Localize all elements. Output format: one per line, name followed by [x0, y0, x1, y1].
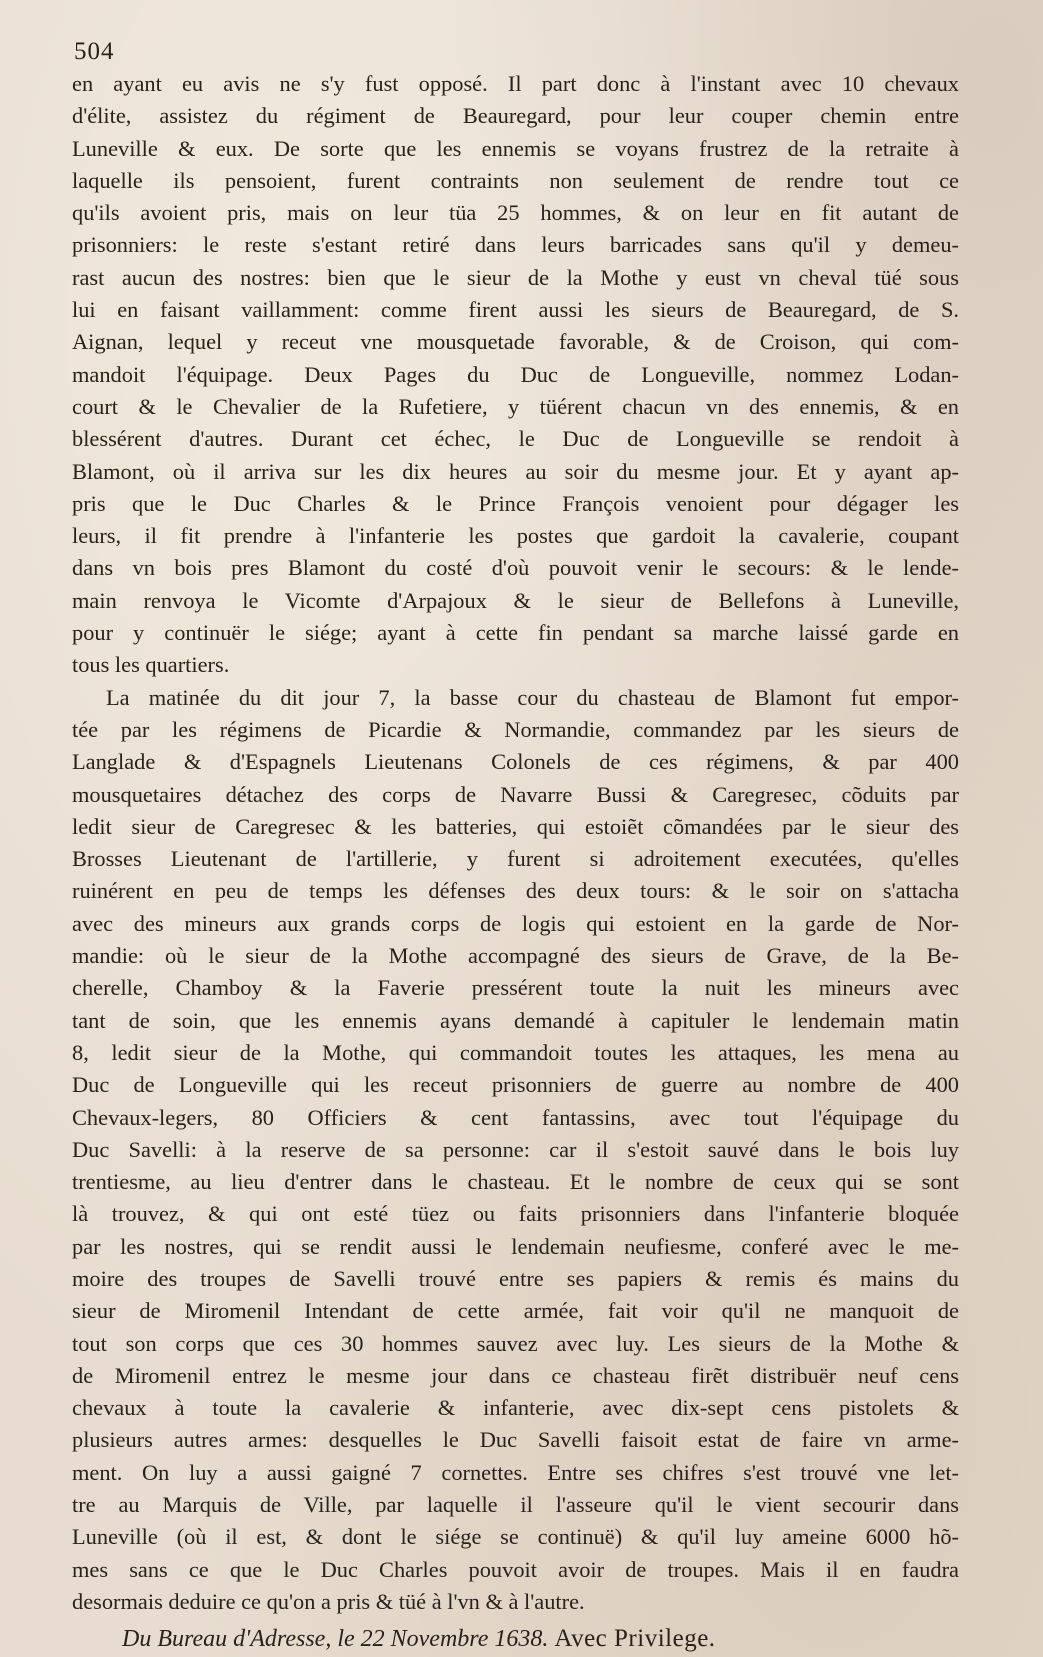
text-line: main renvoya le Vicomte d'Arpajoux & le sieur de Bellefons à Luneville,	[72, 587, 959, 613]
text-line: rast aucun des nostres: bien que le sieur de la Mothe y eust vn cheval tüé sous	[72, 264, 959, 290]
text-line: de Miromenil entrez le mesme jour dans ce chasteau firẽt distribuër neuf cens	[72, 1362, 959, 1388]
text-line: là trouvez, & qui ont esté tüez ou faits prisonniers dans l'infanterie bloquée	[72, 1201, 959, 1227]
text-line: Duc de Longueville qui les receut prisonniers de guerre au nombre de 400	[72, 1072, 959, 1098]
text-line: Chevaux-legers, 80 Officiers & cent fantassins, avec tout l'équipage du	[72, 1104, 959, 1130]
body-text	[72, 68, 959, 1618]
text-line: blessérent d'autres. Durant cet échec, le Duc de Longueville se rendoit à	[72, 426, 959, 452]
text-line: avec des mineurs aux grands corps de logis qui estoient en la garde de Nor-	[72, 910, 959, 936]
text-line: desormais deduire ce qu'on a pris & tüé à l'vn & à l'autre.	[72, 1588, 585, 1614]
text-line: qu'ils avoient pris, mais on leur tüa 25 hommes, & on leur en fit autant de	[72, 200, 959, 226]
paragraph	[72, 682, 959, 1619]
text-line: pour y continuër le siége; ayant à cette fin pendant sa marche laissé garde en	[72, 620, 959, 646]
text-line: La matinée du dit jour 7, la basse cour du chasteau de Blamont fut empor-	[106, 684, 959, 710]
text-line: Luneville & eux. De sorte que les ennemis se voyans frustrez de la retraite à	[72, 135, 959, 161]
text-line: mousquetaires détachez des corps de Navarre Bussi & Caregresec, cõduits par	[72, 781, 959, 807]
text-line: par les nostres, qui se rendit aussi le lendemain neufiesme, conferé avec le me-	[72, 1233, 959, 1259]
text-line: plusieurs autres armes: desquelles le Duc Savelli faisoit estat de faire vn arme-	[72, 1427, 959, 1453]
text-line: Brosses Lieutenant de l'artillerie, y furent si adroitement executées, qu'elles	[72, 846, 959, 872]
text-line: Langlade & d'Espagnels Lieutenans Colonels de ces régimens, & par 400	[72, 749, 959, 775]
text-line: mandie: où le sieur de la Mothe accompagné des sieurs de Grave, de la Be-	[72, 943, 959, 969]
text-line: tant de soin, que les ennemis ayans demandé à capituler le lendemain matin	[72, 1007, 959, 1033]
text-line: dans vn bois pres Blamont du costé d'où pouvoit venir le secours: & le lende-	[72, 555, 959, 581]
text-line: cherelle, Chamboy & la Faverie pressérent toute la nuit les mineurs avec	[72, 975, 959, 1001]
text-line: d'élite, assistez du régiment de Beauregard, pour leur couper chemin entre	[72, 103, 959, 129]
text-line: ledit sieur de Caregresec & les batteries, qui estoiẽt cõmandées par le sieur des	[72, 813, 959, 839]
text-line: leurs, il fit prendre à l'infanterie les postes que gardoit la cavalerie, coupant	[72, 523, 959, 549]
text-line: court & le Chevalier de la Rufetiere, y tüérent chacun vn des ennemis, & en	[72, 393, 959, 419]
text-line: mes sans ce que le Duc Charles pouvoit avoir de troupes. Mais il en faudra	[72, 1556, 959, 1582]
text-line: sieur de Miromenil Intendant de cette armée, fait voir qu'il ne manquoit de	[72, 1298, 959, 1324]
footer-line	[72, 1622, 959, 1656]
privilege-text: Avec Privilege.	[554, 1625, 716, 1653]
text-line: en ayant eu avis ne s'y fust opposé. Il part donc à l'instant avec 10 chevaux	[72, 71, 959, 96]
text-line: chevaux à toute la cavalerie & infanterie, avec dix-sept cens pistolets &	[72, 1395, 959, 1421]
text-line: 8, ledit sieur de la Mothe, qui commandoit toutes les attaques, les mena au	[72, 1039, 959, 1065]
text-line: tous les quartiers.	[72, 652, 230, 678]
text-line: Luneville (où il est, & dont le siége se continuë) & qu'il luy ameine 6000 hõ-	[72, 1524, 959, 1550]
imprint-text: Du Bureau d'Adresse, le 22 Novembre 1638.	[122, 1626, 549, 1653]
text-line: prisonniers: le reste s'estant retiré dans leurs barricades sans qu'il y demeu-	[72, 232, 959, 258]
text-line: Duc Savelli: à la reserve de sa personne: car il s'estoit sauvé dans le bois luy	[72, 1136, 959, 1162]
text-line: tre au Marquis de Ville, par laquelle il l'asseure qu'il le vient secourir dans	[72, 1492, 959, 1518]
paragraph	[72, 68, 959, 682]
text-line: ruinérent en peu de temps les défenses des deux tours: & le soir on s'attacha	[72, 878, 959, 904]
text-line: Aignan, lequel y receut vne mousquetade favorable, & de Croison, qui com-	[72, 329, 959, 355]
text-line: moire des troupes de Savelli trouvé entre ses papiers & remis és mains du	[72, 1265, 959, 1291]
text-line: trentiesme, au lieu d'entrer dans le chasteau. Et le nombre de ceux qui se sont	[72, 1169, 959, 1195]
text-line: tée par les régimens de Picardie & Normandie, commandez par les sieurs de	[72, 716, 959, 742]
page-number: 504	[74, 38, 115, 65]
text-line: ment. On luy a aussi gaigné 7 cornettes. Entre ses chifres s'est trouvé vne let-	[72, 1459, 959, 1485]
text-line: mandoit l'équipage. Deux Pages du Duc de Longueville, nommez Lodan-	[72, 361, 959, 387]
text-line: laquelle ils pensoient, furent contraints non seulement de rendre tout ce	[72, 167, 959, 193]
text-line: lui en faisant vaillamment: comme firent aussi les sieurs de Beauregard, de S.	[72, 297, 959, 323]
text-line: tout son corps que ces 30 hommes sauvez avec luy. Les sieurs de la Mothe &	[72, 1330, 959, 1356]
text-line: Blamont, où il arriva sur les dix heures au soir du mesme jour. Et y ayant ap-	[72, 458, 959, 484]
text-line: pris que le Duc Charles & le Prince François venoient pour dégager les	[72, 490, 959, 516]
